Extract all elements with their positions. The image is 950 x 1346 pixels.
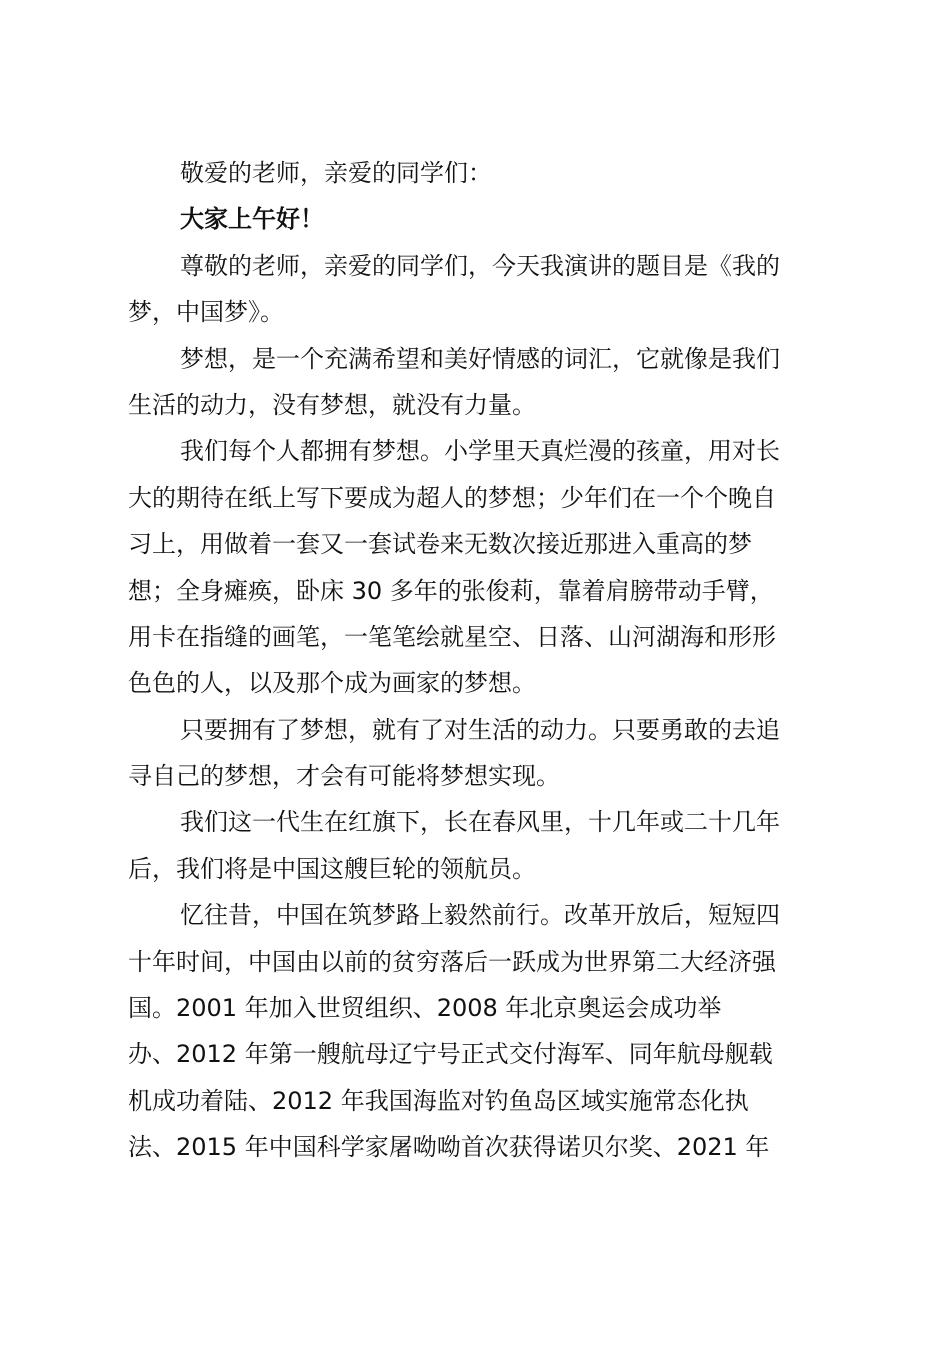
paragraph-5-line-2: 后，我们将是中国这艘巨轮的领航员。 — [128, 854, 536, 883]
paragraph-3-line-6: 色色的人，以及那个成为画家的梦想。 — [128, 669, 536, 698]
paragraph-1-line-2: 梦，中国梦》。 — [128, 298, 284, 327]
paragraph-3-line-1: 我们每个人都拥有梦想。小学里天真烂漫的孩童，用对长 — [180, 437, 780, 466]
paragraph-4-line-2: 寻自己的梦想，才会有可能将梦想实现。 — [128, 762, 560, 791]
paragraph-3-line-3: 习上，用做着一套又一套试卷来无数次接近那进入重高的梦 — [128, 530, 752, 559]
paragraph-6-line-6: 法、2015 年中国科学家屠呦呦首次获得诺贝尔奖、2021 年 — [128, 1133, 770, 1162]
paragraph-3-line-5: 用卡在指缝的画笔，一笔笔绘就星空、日落、山河湖海和形形 — [128, 622, 776, 651]
paragraph-6-line-2: 十年时间，中国由以前的贫穷落后一跃成为世界第二大经济强 — [128, 947, 776, 976]
paragraph-3-line-2: 大的期待在纸上写下要成为超人的梦想；少年们在一个个晚自 — [128, 483, 776, 512]
paragraph-6-line-3: 国。2001 年加入世贸组织、2008 年北京奥运会成功举 — [128, 994, 722, 1023]
paragraph-6-line-1: 忆往昔，中国在筑梦路上毅然前行。改革开放后，短短四 — [180, 901, 780, 930]
paragraph-3-line-4: 想；全身瘫痪，卧床 30 多年的张俊莉，靠着肩膀带动手臂， — [128, 576, 774, 605]
paragraph-1-line-1: 尊敬的老师，亲爱的同学们，今天我演讲的题目是《我的 — [180, 251, 780, 280]
paragraph-4-line-1: 只要拥有了梦想，就有了对生活的动力。只要勇敢的去追 — [180, 715, 780, 744]
paragraph-5-line-1: 我们这一代生在红旗下，长在春风里，十几年或二十几年 — [180, 808, 780, 837]
paragraph-2-line-1: 梦想，是一个充满希望和美好情感的词汇，它就像是我们 — [180, 344, 780, 373]
greeting-line: 敬爱的老师，亲爱的同学们： — [180, 159, 492, 187]
paragraph-2-line-2: 生活的动力，没有梦想，就没有力量。 — [128, 390, 536, 419]
paragraph-6-line-5: 机成功着陆、2012 年我国海监对钓鱼岛区域实施常态化执 — [128, 1086, 749, 1115]
speech-text — [128, 150, 828, 1171]
paragraph-6-line-4: 办、2012 年第一艘航母辽宁号正式交付海军、同年航母舰载 — [128, 1040, 773, 1069]
salutation-line: 大家上午好！ — [180, 205, 324, 234]
